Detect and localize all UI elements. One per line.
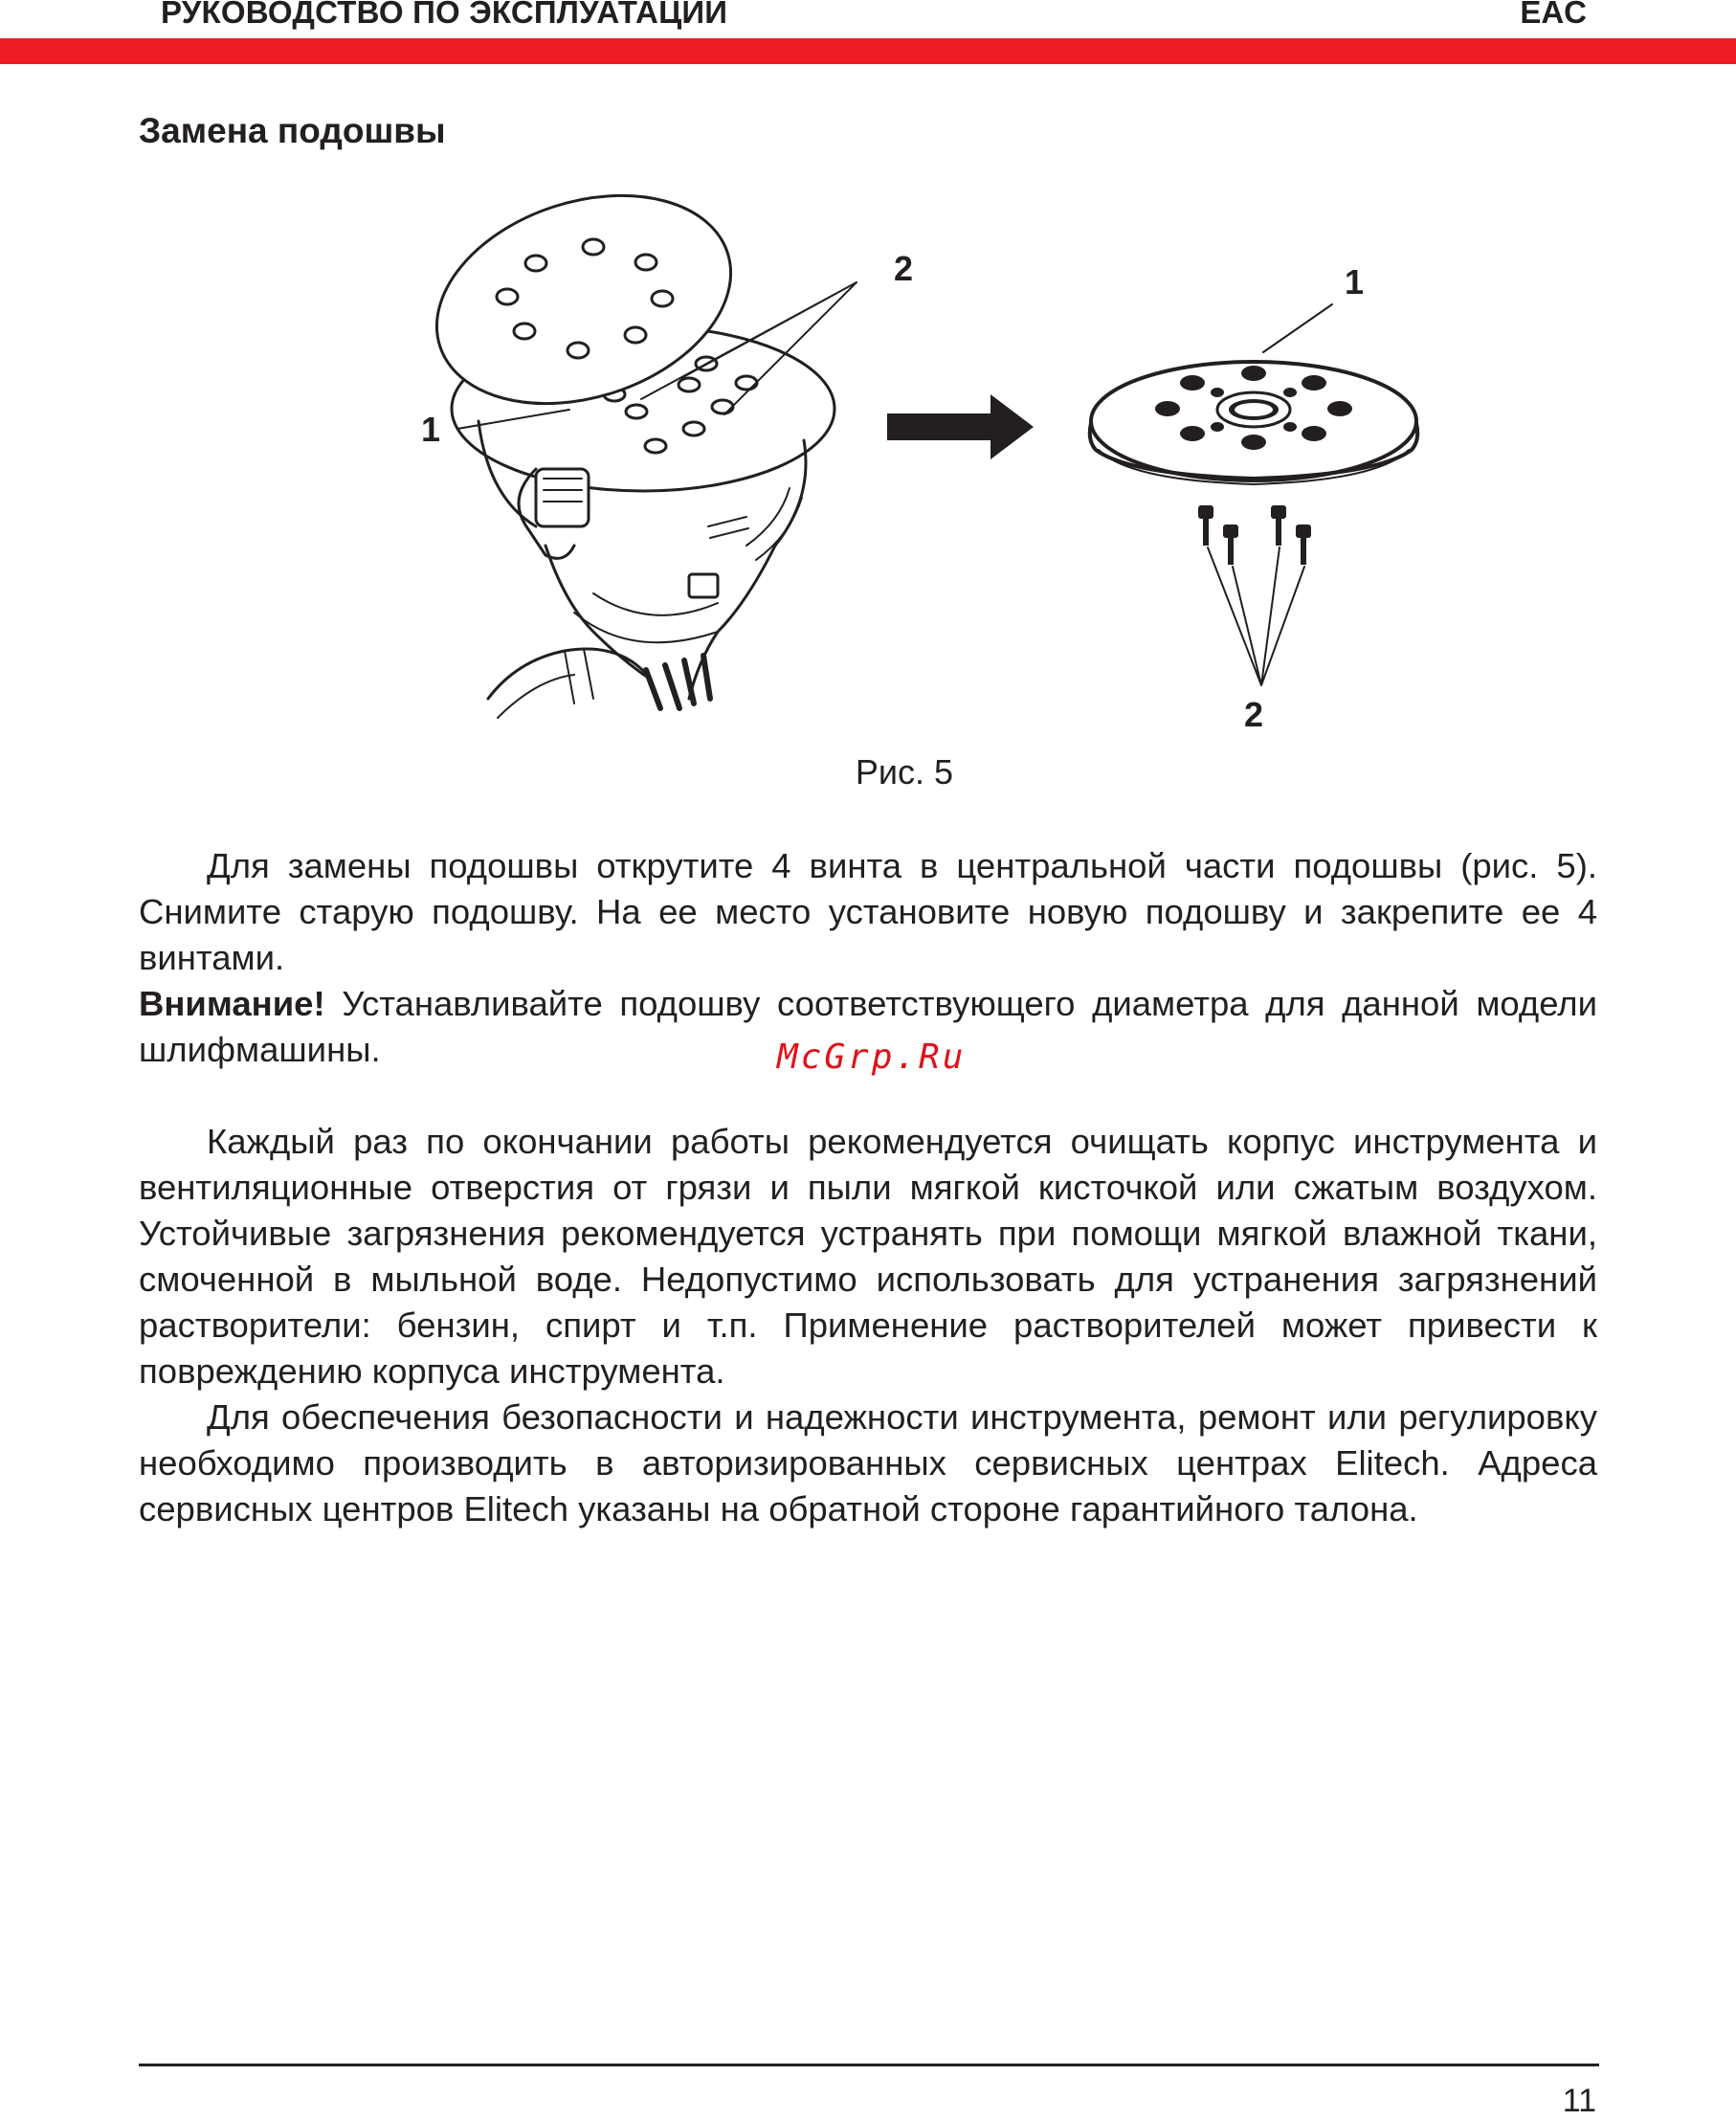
paragraph-text: Для замены подошвы открутите 4 винта в центральной части подошвы (рис. 5). Снимите старую подошву. На ее место установите новую подошву и закрепите ее 4 винтами. <box>139 846 1597 977</box>
figure-caption: Рис. 5 <box>855 752 954 792</box>
backing-pad-drawing <box>1090 362 1417 484</box>
screws-drawing <box>1198 505 1311 565</box>
section-title: Замена подошвы <box>139 111 446 150</box>
figure-label-1-left: 1 <box>421 410 441 449</box>
figure-label-2-right: 2 <box>1244 695 1264 734</box>
figure-5 <box>402 182 1455 756</box>
warning-label: Внимание! <box>139 984 325 1023</box>
figure-label-2-left: 2 <box>894 249 914 288</box>
figure-label-1-right: 1 <box>1345 262 1365 301</box>
footer-divider <box>139 2064 1599 2066</box>
header-title: РУКОВОДСТВО ПО ЭКСПЛУАТАЦИИ <box>161 0 728 30</box>
paragraph-cleaning <box>139 1119 1597 1395</box>
paragraph-service <box>139 1395 1597 1532</box>
header-red-bar <box>0 38 1736 64</box>
eac-mark: EAC <box>1520 0 1587 30</box>
warning-body: Устанавливайте подошву соответствующего диаметра для данной модели шлифмашины. <box>139 984 1597 1069</box>
watermark: McGrp.Ru <box>777 1038 967 1077</box>
page-number: 11 <box>1562 2083 1596 2119</box>
arrow-right-icon <box>887 394 1034 459</box>
paragraph-replace-pad <box>139 843 1597 981</box>
paragraph-text: Для обеспечения безопасности и надежности инструмента, ремонт или регулировку необходимо производить в авторизированных сервисных центрах Elitech. Адреса сервисных центров Elitech указаны на обратной стороне гарантийного талона. <box>139 1397 1597 1529</box>
paragraph-text: Каждый раз по окончании работы рекомендуется очищать корпус инструмента и вентиляционные отверстия от грязи и пыли мягкой кисточкой или сжатым воздухом. Устойчивые загрязнения рекомендуется устранять при помощи мягкой влажной ткани, смоченной в мыльной воде. Недопустимо использовать для устранения загрязнений растворители: бензин, спирт и т.п. Применение растворителей может привести к повреждению корпуса инструмента. <box>139 1122 1597 1391</box>
sander-pad-illustration <box>402 182 1455 756</box>
